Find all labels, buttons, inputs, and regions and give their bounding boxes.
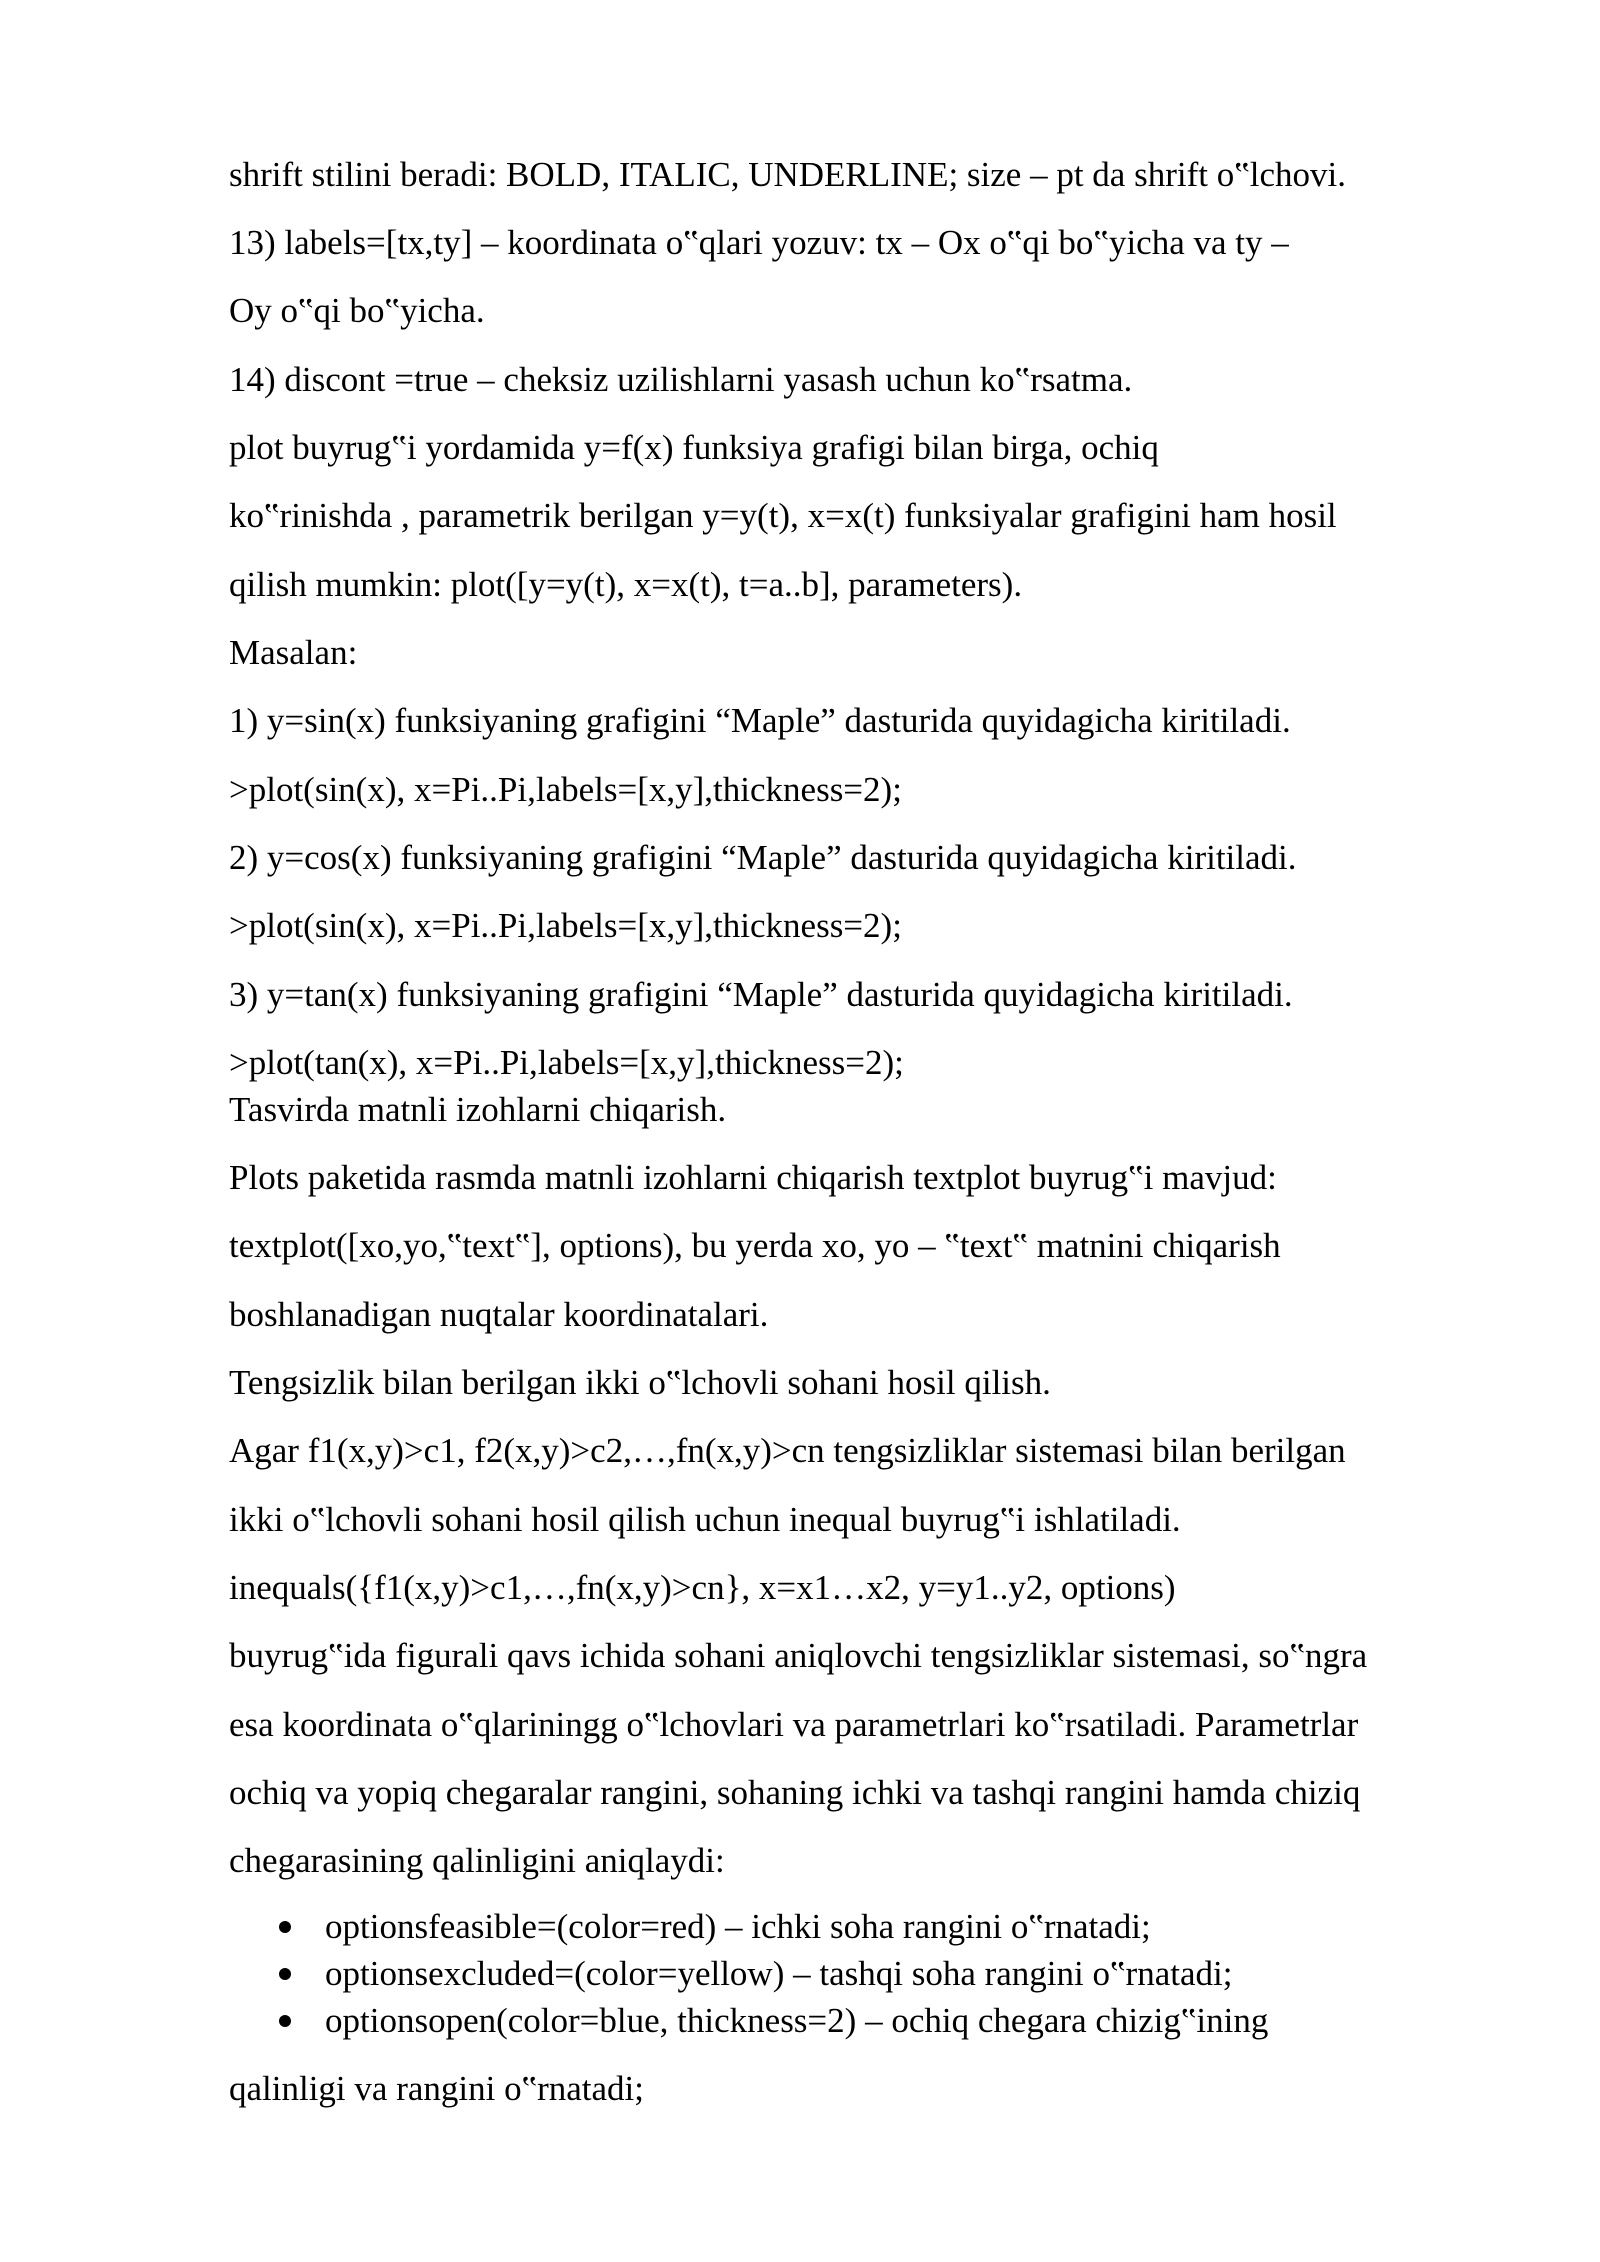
text-line-12: >plot(sin(x), x=Pi..Pi,labels=[x,y],thickness=2); (229, 906, 902, 945)
text-line-7: qilish mumkin: plot([y=y(t), x=x(t), t=a..b], parameters). (229, 565, 1023, 604)
text-line-1: shrift stilini beradi: BOLD, ITALIC, UNDERLINE; size – pt da shrift o‟lchovi. (229, 155, 1346, 194)
text-line-17: textplot([xo,yo,‟text‟], options), bu yerda xo, yo – ‟text‟ matnini chiqarish (229, 1226, 1281, 1265)
text-line-23: buyrug‟ida figurali qavs ichida sohani aniqlovchi tengsizliklar sistemasi, so‟ngra (229, 1636, 1368, 1675)
text-line-13: 3) y=tan(x) funksiyaning grafigini “Maple” dasturida quyidagicha kiritiladi. (229, 975, 1293, 1014)
text-line-20: Agar f1(x,y)>c1, f2(x,y)>c2,…,fn(x,y)>cn tengsizliklar sistemasi bilan berilgan (229, 1431, 1346, 1470)
text-line-10: >plot(sin(x), x=Pi..Pi,labels=[x,y],thickness=2); (229, 770, 902, 809)
bullet-dot (279, 2015, 291, 2027)
bullet-dot (279, 1968, 291, 1980)
text-line-tail: qalinligi va rangini o‟rnatadi; (229, 2069, 645, 2108)
text-line-6: ko‟rinishda , parametrik berilgan y=y(t), x=x(t) funksiyalar grafigini ham hosil (229, 496, 1337, 535)
text-line-4: 14) discont =true – cheksiz uzilishlarni yasash uchun ko‟rsatma. (229, 360, 1133, 399)
text-line-11: 2) y=cos(x) funksiyaning grafigini “Maple” dasturida quyidagicha kiritiladi. (229, 838, 1297, 877)
text-line-8: Masalan: (229, 633, 358, 672)
bullet-item-1: optionsfeasible=(color=red) – ichki soha rangini o‟rnatadi; (325, 1907, 1151, 1946)
bullet-item-3: optionsopen(color=blue, thickness=2) – ochiq chegara chizig‟ining (325, 2001, 1269, 2040)
text-line-26: chegarasining qalinligini aniqlaydi: (229, 1841, 725, 1880)
text-line-14: >plot(tan(x), x=Pi..Pi,labels=[x,y],thickness=2); (229, 1043, 904, 1082)
text-line-19: Tengsizlik bilan berilgan ikki o‟lchovli sohani hosil qilish. (229, 1363, 1051, 1402)
text-line-15: Tasvirda matnli izohlarni chiqarish. (229, 1090, 727, 1129)
text-line-21: ikki o‟lchovli sohani hosil qilish uchun inequal buyrug‟i ishlatiladi. (229, 1500, 1181, 1539)
text-line-9: 1) y=sin(x) funksiyaning grafigini “Maple” dasturida quyidagicha kiritiladi. (229, 701, 1291, 740)
text-line-22: inequals({f1(x,y)>c1,…,fn(x,y)>cn}, x=x1…x2, y=y1..y2, options) (229, 1568, 1176, 1607)
bullet-dot (279, 1921, 291, 1933)
text-line-5: plot buyrug‟i yordamida y=f(x) funksiya grafigi bilan birga, ochiq (229, 428, 1159, 467)
text-line-25: ochiq va yopiq chegaralar rangini, sohaning ichki va tashqi rangini hamda chiziq (229, 1773, 1361, 1812)
text-line-3: Oy o‟qi bo‟yicha. (229, 291, 485, 330)
text-line-2: 13) labels=[tx,ty] – koordinata o‟qlari yozuv: tx – Ox o‟qi bo‟yicha va ty – (229, 223, 1289, 262)
text-line-18: boshlanadigan nuqtalar koordinatalari. (229, 1295, 769, 1334)
bullet-item-2: optionsexcluded=(color=yellow) – tashqi soha rangini o‟rnatadi; (325, 1954, 1233, 1993)
text-line-16: Plots paketida rasmda matnli izohlarni chiqarish textplot buyrug‟i mavjud: (229, 1158, 1277, 1197)
text-line-24: esa koordinata o‟qlariningg o‟lchovlari va parametrlari ko‟rsatiladi. Parametrlar (229, 1705, 1359, 1744)
